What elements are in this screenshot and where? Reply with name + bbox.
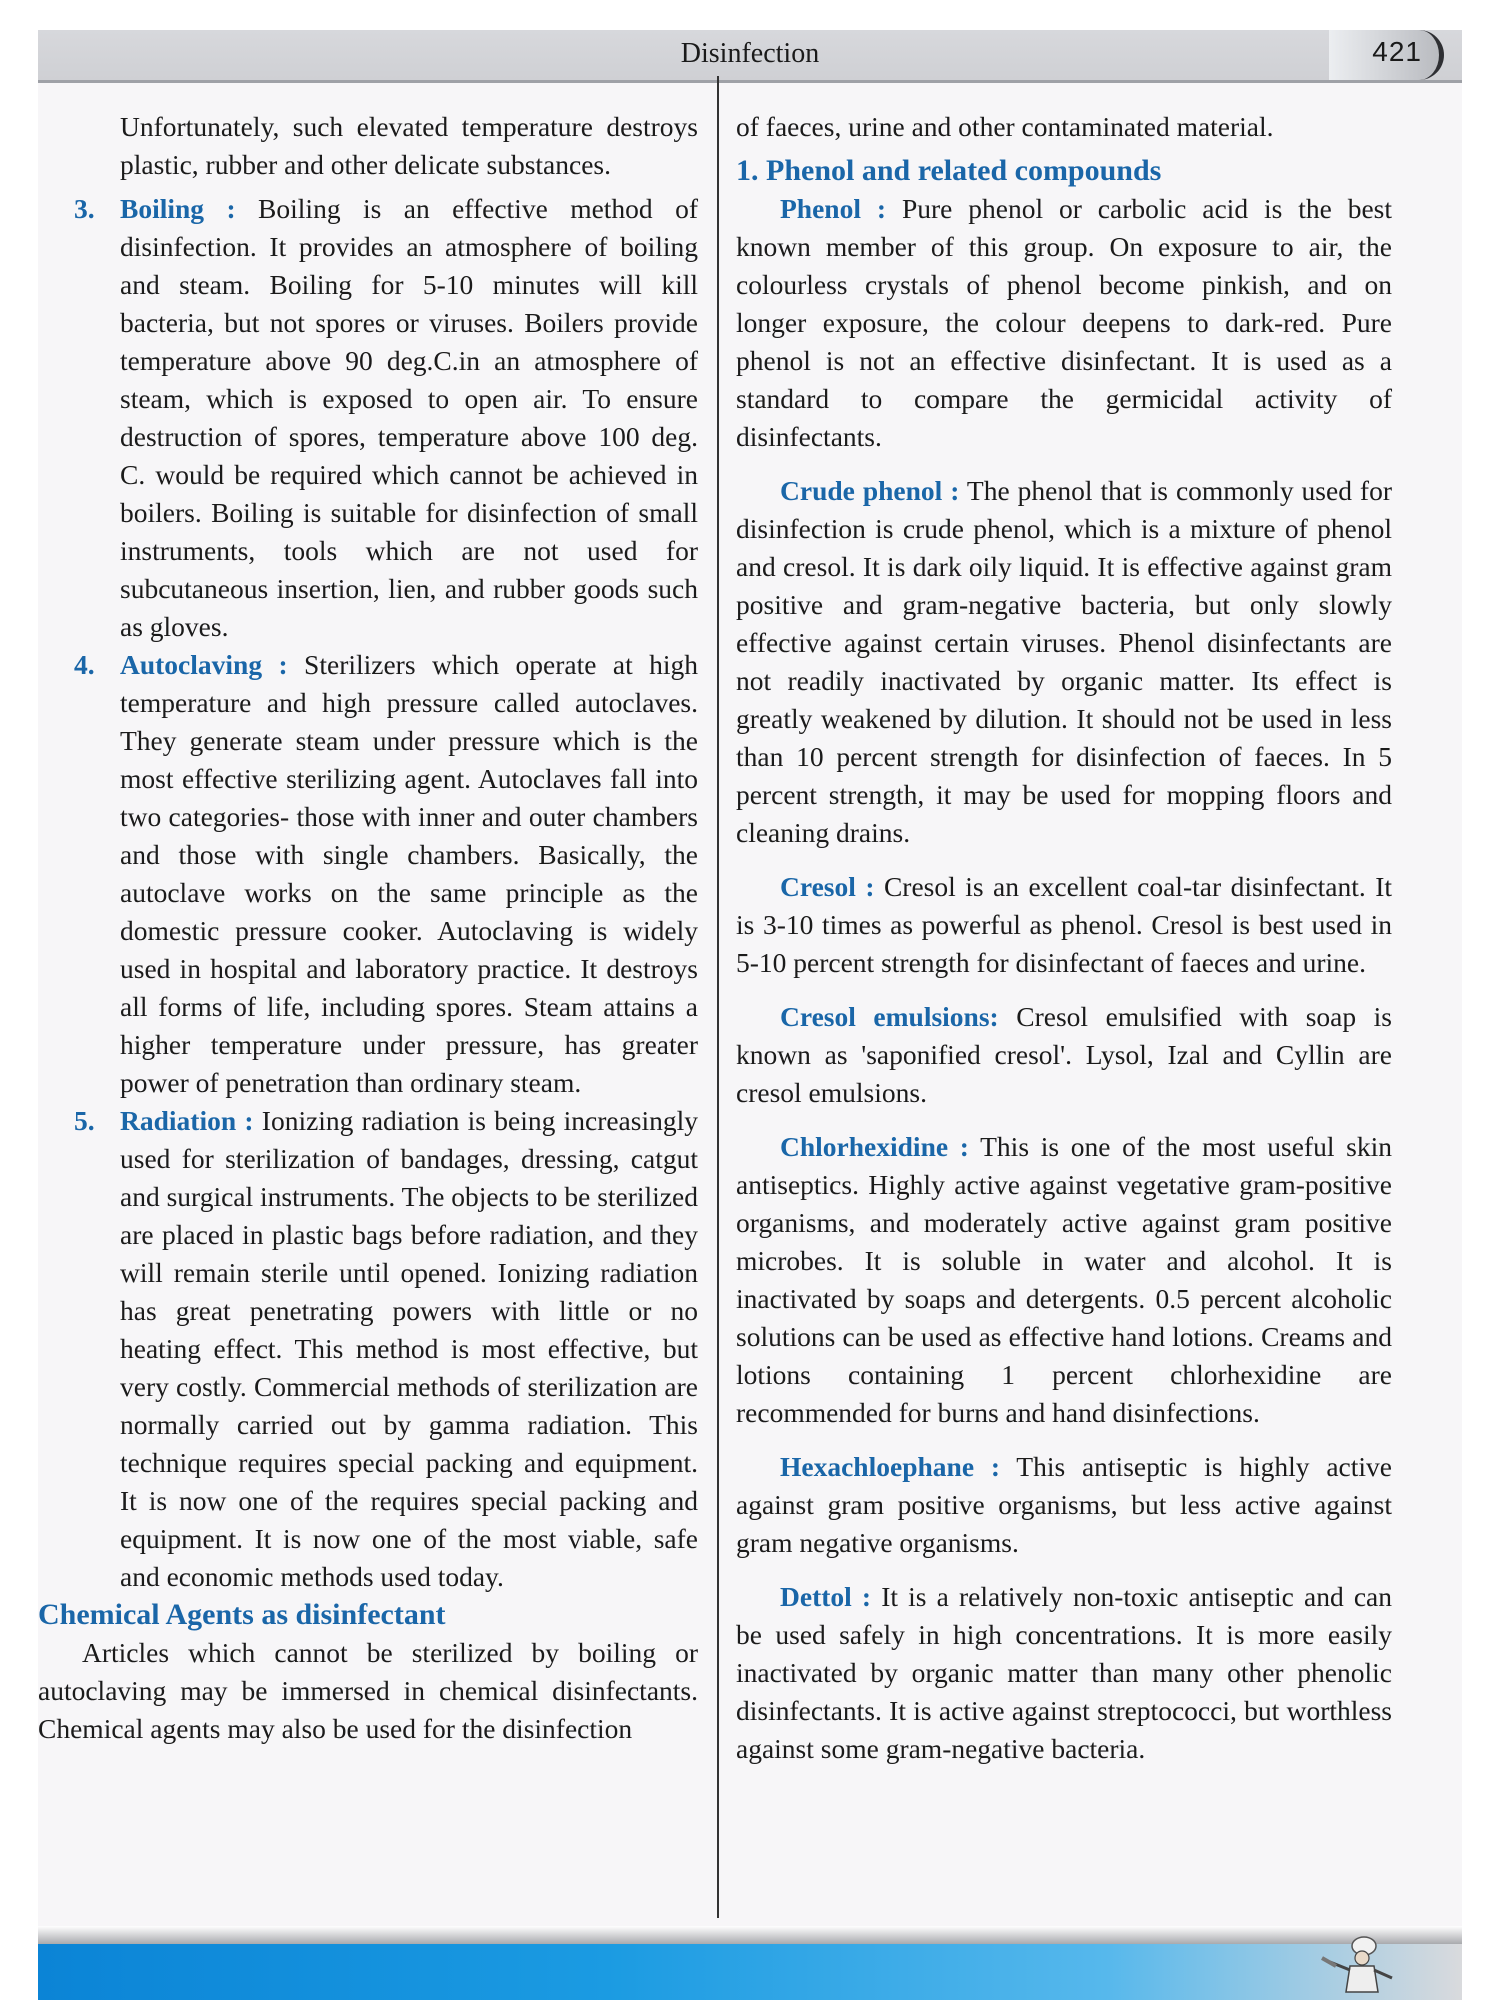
entry-term: Crude phenol : [780, 475, 960, 506]
column-divider [717, 76, 719, 1918]
footer-rule [38, 1926, 1462, 1944]
list-number: 5. [74, 1105, 95, 1136]
entry-text: It is a relatively non-toxic antiseptic and can be used safely in high concentrations. It is more easily inactivated by organic matter than many other phenolic disinfectants. It is active against streptococci, but worthless against some gram-negative bacteria. [736, 1581, 1393, 1764]
entry-text: Cresol emulsified with soap is known as 'saponified cresol'. Lysol, Izal and Cyllin are cresol emulsions. [736, 1001, 1392, 1108]
entry-text: This is one of the most useful skin antiseptics. Highly active against vegetative gram-positive organisms, and moderately active against gram positive microbes. It is soluble in water and alcohol. It is inactivated by soaps and detergents. 0.5 percent alcoholic solutions can be used as effective hand lotions. Creams and lotions containing 1 percent chlorhexidine are recommended for burns and hand disinfections. [736, 1131, 1392, 1428]
list-item-radiation [38, 1102, 698, 1596]
page-header [38, 30, 1462, 83]
entry-text: Pure phenol or carbolic acid is the best known member of this group. On exposure to air, the colourless crystals of phenol become pinkish, and on longer exposure, the colour deepens to dark-red. Pure phenol is not an effective disinfectant. It is used as a standard to compare the germicidal activity of disinfectants. [736, 193, 1392, 452]
left-column [38, 108, 698, 1764]
list-item-autoclaving [38, 646, 698, 1102]
list-text: Ionizing radiation is being increasingly used for sterilization of bandages, dressing, catgut and surgical instruments. The objects to be sterilized are placed in plastic bags before radiation, and they will remain sterile until opened. Ionizing radiation has great penetrating powers with little or no heating effect. This method is most effective, but very costly. Commercial methods of sterilization are normally carried out by gamma radiation. This technique requires special packing and equipment. It is now one of the requires special packing and equipment. It is now one of the most viable, safe and economic methods used today. [120, 1105, 698, 1592]
entry-text: This antiseptic is highly active against gram positive organisms, but less active against gram negative organisms. [736, 1451, 1392, 1558]
list-number: 4. [74, 649, 95, 680]
list-text: Boiling is an effective method of disinfection. It provides an atmosphere of boiling and steam. Boiling for 5-10 minutes will kill bacteria, but not spores or viruses. Boilers provide temperature above 90 deg.C.in an atmosphere of steam, which is exposed to open air. To ensure destruction of spores, temperature above 100 deg. C. would be required which cannot be achieved in boilers. Boiling is suitable for disinfection of small instruments, tools which are not used for subcutaneous insertion, lien, and rubber goods such as gloves. [120, 193, 698, 642]
section-paragraph: Articles which cannot be sterilized by boiling or autoclaving may be immersed in chemical disinfectants. Chemical agents may also be used for the disinfection [38, 1637, 698, 1744]
intro-text: Unfortunately, such elevated temperature destroys plastic, rubber and other delicate substances. [120, 111, 698, 180]
book-page [38, 30, 1462, 2000]
entry-chlorhexidine [736, 1128, 1392, 1432]
entry-text: The phenol that is commonly used for disinfection is crude phenol, which is a mixture of phenol and cresol. It is dark oily liquid. It is effective against gram positive and gram-negative bacteria, but only slowly effective against certain viruses. Phenol disinfectants are not readily inactivated by organic matter. Its effect is greatly weakened by dilution. It should not be used in less than 10 percent strength for disinfection of faeces. In 5 percent strength, it may be used for mopping floors and cleaning drains. [736, 475, 1392, 848]
entry-term: Cresol : [780, 871, 875, 902]
list-term: Autoclaving : [120, 649, 288, 680]
page-number: 421 [1372, 36, 1422, 67]
entry-term: Dettol : [780, 1581, 872, 1612]
list-term: Boiling : [120, 193, 236, 224]
entry-cresol-emulsions [736, 998, 1392, 1112]
entry-hexachloephane [736, 1448, 1392, 1562]
section-heading-phenol: 1. Phenol and related compounds [736, 154, 1162, 187]
list-item-boiling [38, 190, 698, 646]
entry-dettol [736, 1578, 1392, 1768]
entry-term: Hexachloephane : [780, 1451, 1000, 1482]
list-number: 3. [74, 193, 95, 224]
entry-phenol [736, 190, 1392, 456]
entry-crude-phenol [736, 472, 1392, 852]
entry-text: Cresol is an excellent coal-tar disinfectant. It is 3-10 times as powerful as phenol. Cresol is best used in 5-10 percent strength for disinfectant of faeces and urine. [736, 871, 1392, 978]
chef-figure-icon [1312, 1932, 1402, 2000]
entry-term: Chlorhexidine : [780, 1131, 969, 1162]
continuation-text: of faeces, urine and other contaminated material. [736, 111, 1274, 142]
section-heading-chemical: Chemical Agents as disinfectant [38, 1598, 446, 1631]
entry-cresol [736, 868, 1392, 982]
entry-term: Cresol emulsions: [780, 1001, 999, 1032]
list-text: Sterilizers which operate at high temperature and high pressure called autoclaves. They generate steam under pressure which is the most effective sterilizing agent. Autoclaves fall into two categories- those with inner and outer chambers and those with single chambers. Basically, the autoclave works on the same principle as the domestic pressure cooker. Autoclaving is widely used in hospital and laboratory practice. It destroys all forms of life, including spores. Steam attains a higher temperature under pressure, has greater power of penetration than ordinary steam. [120, 649, 698, 1098]
list-term: Radiation : [120, 1105, 254, 1136]
entry-term: Phenol : [780, 193, 887, 224]
right-column [736, 108, 1392, 1784]
running-title: Disinfection [680, 38, 820, 69]
footer-band [38, 1944, 1462, 2000]
